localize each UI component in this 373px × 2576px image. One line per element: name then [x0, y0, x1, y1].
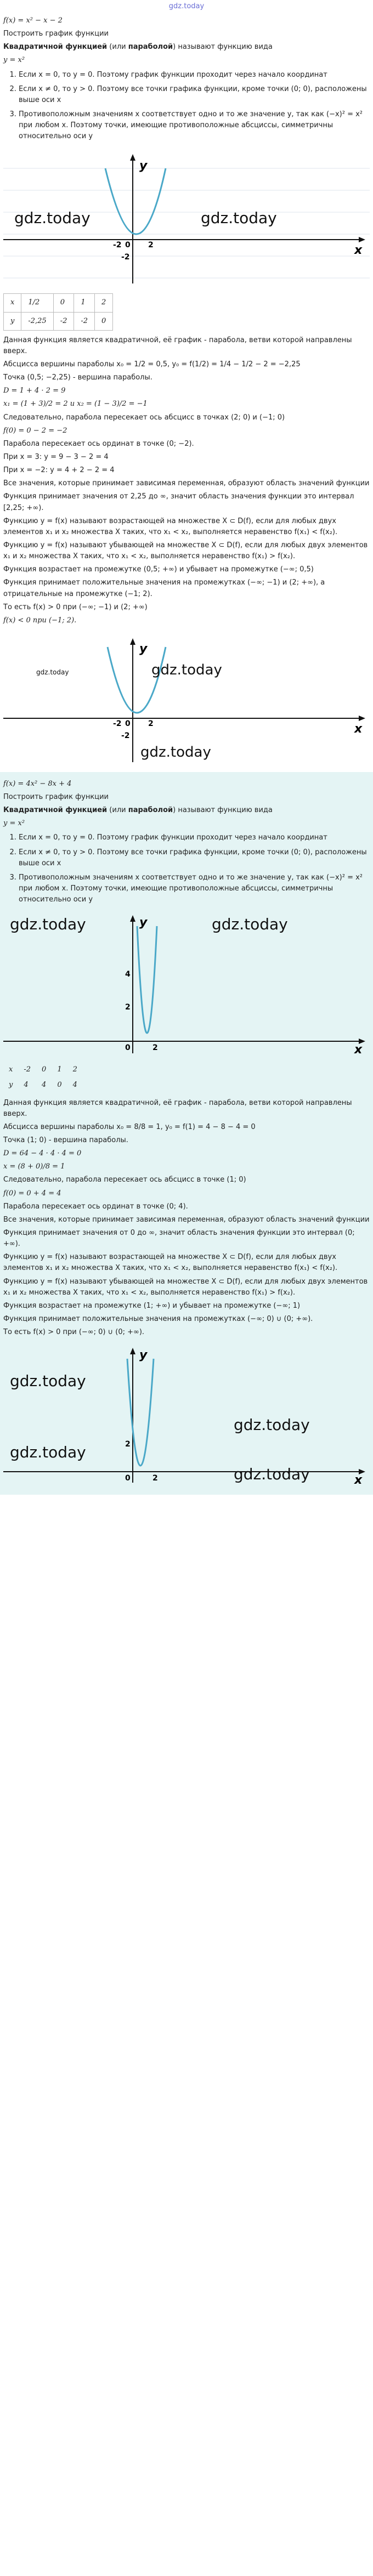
- values-table: [3, 1062, 83, 1093]
- watermark: gdz.today: [36, 668, 69, 676]
- watermark: gdz.today: [10, 1372, 86, 1391]
- solution-line: Парабола пересекает ось ординат в точке (0; −2).: [3, 439, 194, 448]
- tick-origin: 0: [125, 1474, 131, 1483]
- def-text-b: ) называют функцию вида: [173, 43, 273, 52]
- problem-2-task: Построить график функции: [3, 793, 109, 802]
- solution-line: При x = 3: y = 9 − 3 − 2 = 4: [3, 452, 109, 461]
- table-cell: 4: [42, 1081, 47, 1090]
- solution-line: Функцию y = f(x) называют убывающей на множестве X ⊂ D(f), если для любых двух элементов x₁ и x₂ множества X таких, что x₁ < x₂, выполняется неравенство f(x₁) > f(x₂).: [3, 1277, 368, 1297]
- solution-line: Функция принимает значения от 2,25 до ∞, значит область значения функции это интервал [2,25; +∞).: [3, 492, 354, 512]
- y-axis-label: y: [139, 916, 148, 930]
- table-cell: -2: [24, 1065, 31, 1074]
- y-axis-label: y: [139, 1348, 148, 1363]
- table-cell: 2: [95, 294, 113, 312]
- solution-line: Следовательно, парабола пересекает ось абсцисс в точках (2; 0) и (−1; 0): [3, 413, 285, 422]
- list-item: 1. Если x = 0, то y = 0. Поэтому график функции проходит через начало координат: [19, 70, 370, 81]
- problem-2-definition: [3, 805, 370, 816]
- list-item: 3. Противоположным значениям x соответствует одно и то же значение y, так как (−x)² = x² при любом x. Поэтому точки, имеющие противоположные абсциссы, симметричны относительно оси y: [19, 872, 370, 905]
- tick-label: 2: [148, 241, 154, 250]
- parabola-curve: [137, 926, 157, 1033]
- solution-line: Данная функция является квадратичной, её график - парабола, ветви которой направлены вверх.: [3, 336, 352, 355]
- table-cell: -2: [53, 312, 74, 330]
- list-item: 2. Если x ≠ 0, то y > 0. Поэтому все точки графика функции, кроме точки (0; 0), расположены выше оси x: [19, 84, 370, 106]
- solution-line: f(x) < 0 при (−1; 2).: [3, 616, 77, 625]
- values-table: [3, 293, 113, 330]
- table-cell: 0: [57, 1081, 62, 1090]
- watermark: gdz.today: [234, 1465, 310, 1484]
- table-cell: -2,25: [21, 312, 53, 330]
- watermark: gdz.today: [201, 209, 277, 228]
- tick-label: -2: [121, 731, 130, 740]
- x-axis-label: x: [354, 1473, 363, 1485]
- tick-label: -2: [113, 719, 122, 728]
- x-axis-label: x: [354, 1043, 363, 1057]
- x-axis-label: x: [354, 722, 363, 736]
- solution-line: Все значения, которые принимает зависимая переменная, образуют область значений функции: [3, 479, 370, 488]
- solution-line: Абсцисса вершины параболы x₀ = 8/8 = 1, y₀ = f(1) = 4 − 8 − 4 = 0: [3, 1122, 256, 1131]
- solution-line: То есть f(x) > 0 при (−∞; −1) и (2; +∞): [3, 603, 148, 611]
- graph-1b: [3, 631, 370, 768]
- graph-2: [3, 910, 370, 1058]
- list-item: 1. Если x = 0, то y = 0. Поэтому график функции проходит через начало координат: [19, 832, 370, 843]
- watermark: gdz.today: [234, 1416, 310, 1434]
- property-list: [3, 832, 370, 905]
- y-axis-label: y: [139, 159, 148, 173]
- table-cell: y: [9, 1081, 13, 1090]
- table-cell: x: [9, 1065, 13, 1074]
- def-term-2: параболой: [128, 806, 173, 815]
- tick-label: 2: [152, 1474, 158, 1483]
- solution-text-1: [3, 335, 370, 626]
- solution-text-2: [3, 1098, 370, 1338]
- watermark: gdz.today: [10, 915, 86, 934]
- def-term-2: параболой: [128, 43, 173, 52]
- property-list: [3, 70, 370, 143]
- graph-1: [3, 146, 370, 289]
- solution-line: То есть f(x) > 0 при (−∞; 0) ∪ (0; +∞).: [3, 1328, 145, 1337]
- table-cell: -2: [74, 312, 95, 330]
- solution-line: Функцию y = f(x) называют возрастающей на множестве X ⊂ D(f), если для любых двух элементов x₁ и x₂ множества X таких, что x₁ < x₂, выполняется неравенство f(x₁) < f(x₂).: [3, 517, 338, 536]
- solution-line: Функция принимает значения от 0 до ∞, значит область значения функции это интервал (0; +∞).: [3, 1229, 355, 1249]
- solution-line: f(0) = 0 − 2 = −2: [3, 426, 67, 435]
- site-header[interactable]: gdz.today: [168, 2, 205, 10]
- table-cell: 4: [72, 1081, 77, 1090]
- solution-line: Функцию y = f(x) называют убывающей на множестве X ⊂ D(f), если для любых двух элементов x₁ и x₂ множества X таких, что x₁ < x₂, выполняется неравенство f(x₁) > f(x₂).: [3, 541, 368, 561]
- def-text-a: (или: [107, 806, 128, 815]
- table-cell: 1/2: [21, 294, 53, 312]
- table-cell: 1: [57, 1065, 62, 1074]
- table-cell: 1: [74, 294, 95, 312]
- table-cell: y: [4, 312, 21, 330]
- tick-label: 2: [148, 719, 154, 728]
- parabola-curve: [105, 168, 166, 234]
- def-text-b: ) называют функцию вида: [173, 806, 273, 815]
- solution-line: Функция возрастает на промежутке (0,5; +∞) и убывает на промежутке (−∞; 0,5): [3, 565, 314, 574]
- problem-1-formula: f(x) = x² − x − 2: [3, 16, 63, 25]
- list-item: 3. Противоположным значениям x соответствует одно и то же значение y, так как (−x)² = x² при любом x. Поэтому точки, имеющие противоположные абсциссы, симметричны относительно оси y: [19, 109, 370, 142]
- solution-line: Данная функция является квадратичной, её график - парабола, ветви которой направлены вверх.: [3, 1098, 352, 1118]
- list-item: 2. Если x ≠ 0, то y > 0. Поэтому все точки графика функции, кроме точки (0; 0), расположены выше оси x: [19, 847, 370, 869]
- solution-line: При x = −2: y = 4 + 2 − 2 = 4: [3, 466, 115, 475]
- tick-label: 2: [152, 1043, 158, 1053]
- solution-line: Следовательно, парабола пересекает ось абсцисс в точке (1; 0): [3, 1176, 246, 1184]
- table-cell: 2: [72, 1065, 77, 1074]
- problem-2-formula: f(x) = 4x² − 8x + 4: [3, 779, 72, 788]
- solution-line: Функция принимает положительные значения на промежутках (−∞; 0) ∪ (0; +∞).: [3, 1315, 313, 1323]
- def-formula: y = x²: [3, 56, 25, 65]
- def-term: Квадратичной функцией: [3, 43, 108, 52]
- solution-line: Функция принимает положительные значения на промежутках (−∞; −1) и (2; +∞), а отрицательные на промежутке (−1; 2).: [3, 578, 325, 598]
- problem-1-definition: [3, 42, 370, 53]
- solution-line: Точка (1; 0) - вершина параболы.: [3, 1136, 128, 1145]
- parabola-curve: [127, 1359, 154, 1466]
- watermark: gdz.today: [14, 209, 91, 228]
- tick-origin: 0: [125, 719, 131, 728]
- watermark: gdz.today: [10, 1443, 86, 1462]
- problem-1-task: Построить график функции: [3, 30, 109, 38]
- solution-line: x₁ = (1 + 3)/2 = 2 и x₂ = (1 − 3)/2 = −1: [3, 400, 148, 408]
- problem-2: [0, 772, 373, 1495]
- watermark: gdz.today: [140, 744, 211, 761]
- problem-1: [0, 15, 373, 768]
- tick-origin: 0: [125, 241, 131, 250]
- tick-label: -2: [121, 253, 130, 262]
- tick-label: -2: [113, 241, 122, 250]
- solution-line: D = 1 + 4 · 2 = 9: [3, 387, 66, 395]
- solution-line: D = 64 − 4 · 4 · 4 = 0: [3, 1149, 82, 1158]
- solution-line: Функция возрастает на промежутке (1; +∞) и убывает на промежутке (−∞; 1): [3, 1301, 301, 1310]
- graph-2b: [3, 1342, 370, 1485]
- def-formula: y = x²: [3, 819, 25, 828]
- table-cell: 0: [53, 294, 74, 312]
- tick-label: 4: [125, 970, 131, 979]
- x-axis-label: x: [354, 243, 363, 258]
- solution-line: Абсцисса вершины параболы x₀ = 1/2 = 0,5, y₀ = f(1/2) = 1/4 − 1/2 − 2 = −2,25: [3, 360, 301, 368]
- solution-line: Парабола пересекает ось ординат в точке (0; 4).: [3, 1202, 188, 1211]
- watermark: gdz.today: [151, 661, 222, 678]
- tick-label: 2: [125, 1003, 131, 1012]
- def-text-a: (или: [107, 43, 128, 52]
- solution-line: Точка (0,5; −2,25) - вершина параболы.: [3, 373, 152, 382]
- table-cell: 0: [95, 312, 113, 330]
- solution-line: f(0) = 0 + 4 = 4: [3, 1189, 61, 1198]
- solution-line: Все значения, которые принимает зависимая переменная, образуют область значений функции: [3, 1215, 370, 1224]
- table-cell: x: [4, 294, 21, 312]
- tick-origin: 0: [125, 1043, 131, 1053]
- table-cell: 0: [42, 1065, 47, 1074]
- table-cell: 4: [24, 1081, 29, 1090]
- parabola-curve: [108, 647, 166, 713]
- solution-line: Функцию y = f(x) называют возрастающей на множестве X ⊂ D(f), если для любых двух элементов x₁ и x₂ множества X таких, что x₁ < x₂, выполняется неравенство f(x₁) < f(x₂).: [3, 1253, 338, 1273]
- solution-line: x = (8 + 0)/8 = 1: [3, 1162, 65, 1171]
- watermark: gdz.today: [212, 915, 288, 934]
- def-term: Квадратичной функцией: [3, 806, 108, 815]
- tick-label: 2: [125, 1440, 131, 1449]
- y-axis-label: y: [139, 642, 148, 656]
